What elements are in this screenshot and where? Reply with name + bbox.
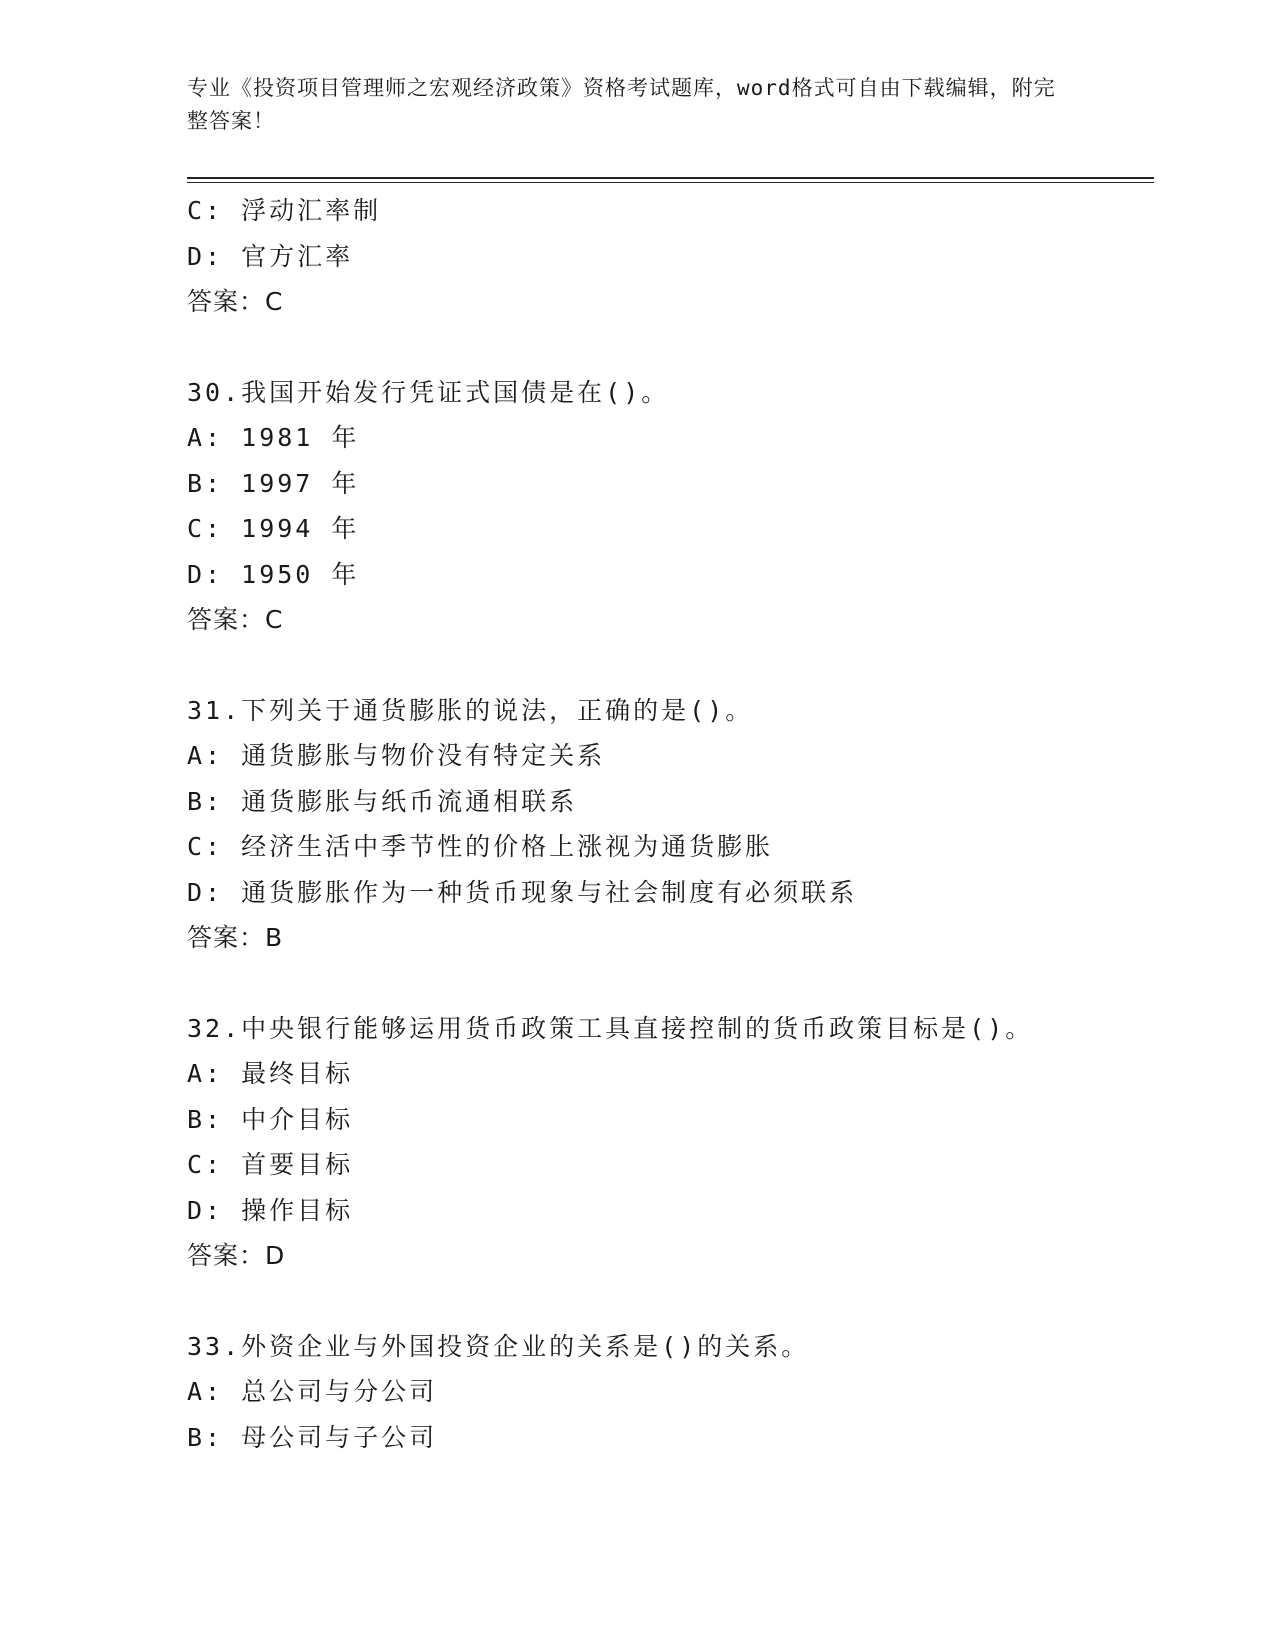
answer: 答案：C <box>187 287 284 316</box>
option-b: B: 通货膨胀与纸币流通相联系 <box>187 786 578 816</box>
option-b: B: 1997 年 <box>187 468 360 498</box>
option-a: A: 总公司与分公司 <box>187 1377 438 1406</box>
option-c: C: 浮动汇率制 <box>187 196 382 225</box>
question-stem: 30.我国开始发行凭证式国债是在()。 <box>187 377 670 407</box>
option-d: D: 官方汇率 <box>187 241 354 271</box>
option-d: D: 1950 年 <box>187 559 360 589</box>
option-b: B: 母公司与子公司 <box>187 1422 438 1452</box>
question-32 <box>187 1006 1147 1279</box>
option-d: D: 通货膨胀作为一种货币现象与社会制度有必须联系 <box>187 877 858 907</box>
question-fragment <box>187 188 1147 325</box>
question-33 <box>187 1324 1147 1461</box>
question-stem: 32.中央银行能够运用货币政策工具直接控制的货币政策目标是()。 <box>187 1013 1034 1043</box>
question-list <box>187 188 1147 1460</box>
option-c: C: 首要目标 <box>187 1150 354 1179</box>
option-a: A: 最终目标 <box>187 1059 354 1088</box>
option-c: C: 1994 年 <box>187 514 360 543</box>
answer: 答案：D <box>187 1241 286 1270</box>
option-b: B: 中介目标 <box>187 1104 354 1134</box>
question-stem: 33.外资企业与外国投资企业的关系是()的关系。 <box>187 1331 810 1361</box>
question-31 <box>187 688 1147 961</box>
option-d: D: 操作目标 <box>187 1195 354 1225</box>
header-rule-thin <box>187 182 1154 183</box>
header-rule-thick <box>187 177 1154 179</box>
option-a: A: 1981 年 <box>187 423 360 452</box>
question-stem: 31.下列关于通货膨胀的说法，正确的是()。 <box>187 695 754 725</box>
document-header: 专业《投资项目管理师之宏观经济政策》资格考试题库，word格式可自由下载编辑，附完整答案！ <box>187 76 1056 133</box>
answer: 答案：B <box>187 923 284 952</box>
option-c: C: 经济生活中季节性的价格上涨视为通货膨胀 <box>187 832 774 861</box>
option-a: A: 通货膨胀与物价没有特定关系 <box>187 741 606 770</box>
answer: 答案：C <box>187 605 284 634</box>
question-30 <box>187 370 1147 643</box>
